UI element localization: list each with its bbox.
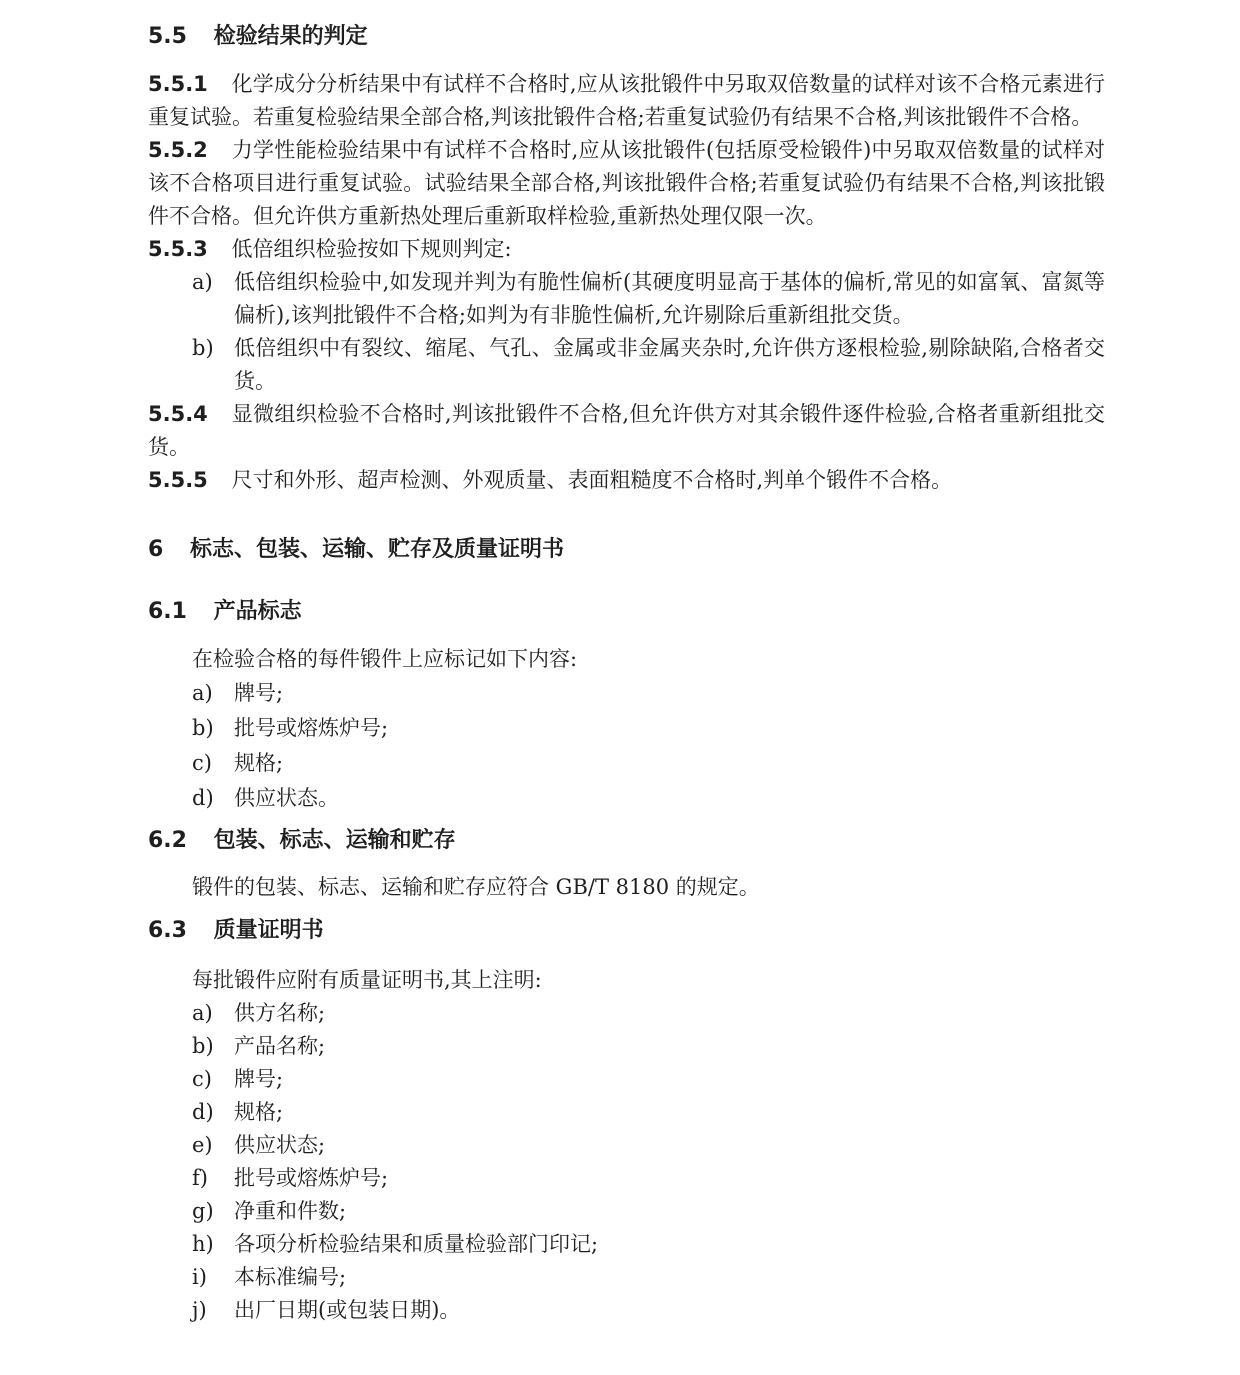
list-item-text: 本标准编号; — [234, 1265, 347, 1289]
list-item-d — [148, 1096, 1105, 1129]
section-6-3-list — [148, 997, 1105, 1327]
list-item-c — [148, 1063, 1105, 1096]
section-5-5-number: 5.5 — [148, 24, 187, 49]
list-item-text: 供应状态。 — [234, 786, 339, 810]
clause-5-5-4 — [148, 398, 1105, 464]
list-marker: f) — [192, 1166, 208, 1190]
list-item-i — [148, 1261, 1105, 1294]
list-item-text: 产品名称; — [234, 1034, 326, 1058]
list-item-text: 牌号; — [234, 681, 284, 705]
list-marker: e) — [192, 1133, 213, 1157]
list-marker: h) — [192, 1232, 214, 1256]
section-6-number: 6 — [148, 537, 164, 562]
section-6-heading — [148, 535, 1105, 565]
list-item-a — [148, 266, 1105, 332]
list-marker: b) — [192, 716, 214, 740]
list-item-text: 净重和件数; — [234, 1199, 347, 1223]
list-item-text: 规格; — [234, 751, 284, 775]
clause-5-5-3-text: 低倍组织检验按如下规则判定: — [231, 237, 512, 261]
clause-5-5-1 — [148, 68, 1105, 134]
clause-5-5-5-text: 尺寸和外形、超声检测、外观质量、表面粗糙度不合格时,判单个锻件不合格。 — [231, 468, 953, 492]
section-6-1-number: 6.1 — [148, 599, 187, 624]
list-item-text: 规格; — [234, 1100, 284, 1124]
list-marker: b) — [192, 1034, 214, 1058]
section-6-3-title: 质量证明书 — [213, 918, 324, 943]
section-5-5-heading — [148, 22, 1105, 52]
section-6-2-heading — [148, 826, 1105, 856]
list-item-text: 低倍组织中有裂纹、缩尾、气孔、金属或非金属夹杂时,允许供方逐根检验,剔除缺陷,合格者交货。 — [234, 336, 1105, 393]
clause-5-5-5 — [148, 464, 1105, 497]
section-6-1-title: 产品标志 — [213, 599, 302, 624]
paragraph-6-3-intro: 每批锻件应附有质量证明书,其上注明: — [192, 968, 542, 992]
list-item-b — [148, 332, 1105, 398]
list-item-b — [148, 711, 1105, 746]
list-marker: d) — [192, 786, 214, 810]
clause-5-5-2-text: 力学性能检验结果中有试样不合格时,应从该批锻件(包括原受检锻件)中另取双倍数量的试样对该不合格项目进行重复试验。试验结果全部合格,判该批锻件合格;若重复试验仍有结果不合格,判该批锻件不合格。但允许供方重新热处理后重新取样检验,重新热处理仅限一次。 — [148, 138, 1105, 228]
clause-5-5-3-number: 5.5.3 — [148, 237, 208, 261]
clause-5-5-3 — [148, 233, 1105, 266]
list-item-a — [148, 676, 1105, 711]
list-marker: c) — [192, 751, 212, 775]
section-6-2-title: 包装、标志、运输和贮存 — [213, 828, 456, 853]
list-item-text: 出厂日期(或包装日期)。 — [234, 1298, 461, 1322]
list-item-text: 批号或熔炼炉号; — [234, 716, 389, 740]
list-marker: j) — [192, 1298, 207, 1322]
list-marker: i) — [192, 1265, 207, 1289]
list-item-text: 供应状态; — [234, 1133, 326, 1157]
clause-5-5-3-list — [148, 266, 1105, 398]
list-marker: b) — [192, 336, 214, 360]
section-6-1-list — [148, 676, 1105, 816]
list-marker: c) — [192, 1067, 212, 1091]
list-marker: a) — [192, 681, 213, 705]
section-6-3-number: 6.3 — [148, 918, 187, 943]
list-marker: a) — [192, 270, 213, 294]
clause-5-5-4-number: 5.5.4 — [148, 402, 208, 426]
clause-5-5-4-text: 显微组织检验不合格时,判该批锻件不合格,但允许供方对其余锻件逐件检验,合格者重新组批交货。 — [148, 402, 1105, 459]
list-item-text: 低倍组织检验中,如发现并判为有脆性偏析(其硬度明显高于基体的偏析,常见的如富氧、富氮等偏析),该判批锻件不合格;如判为有非脆性偏析,允许剔除后重新组批交货。 — [234, 270, 1105, 327]
list-item-a — [148, 997, 1105, 1030]
list-item-j — [148, 1294, 1105, 1327]
list-item-text: 批号或熔炼炉号; — [234, 1166, 389, 1190]
list-marker: a) — [192, 1001, 213, 1025]
paragraph-6-2-body: 锻件的包装、标志、运输和贮存应符合 GB/T 8180 的规定。 — [192, 875, 760, 899]
clause-5-5-1-number: 5.5.1 — [148, 72, 208, 96]
list-marker: d) — [192, 1100, 214, 1124]
clause-5-5-2-number: 5.5.2 — [148, 138, 208, 162]
list-item-c — [148, 746, 1105, 781]
section-6-1-heading — [148, 597, 1105, 627]
list-item-g — [148, 1195, 1105, 1228]
section-5-5-title: 检验结果的判定 — [213, 24, 368, 49]
clause-5-5-1-text: 化学成分分析结果中有试样不合格时,应从该批锻件中另取双倍数量的试样对该不合格元素进行重复试验。若重复检验结果全部合格,判该批锻件合格;若重复试验仍有结果不合格,判该批锻件不合格。 — [148, 72, 1106, 129]
clause-5-5-5-number: 5.5.5 — [148, 468, 208, 492]
list-item-d — [148, 781, 1105, 816]
clause-5-5-2 — [148, 134, 1105, 233]
list-item-e — [148, 1129, 1105, 1162]
section-6-2-number: 6.2 — [148, 828, 187, 853]
section-6-title: 标志、包装、运输、贮存及质量证明书 — [189, 537, 564, 562]
paragraph-6-1-intro: 在检验合格的每件锻件上应标记如下内容: — [192, 647, 578, 671]
list-item-text: 供方名称; — [234, 1001, 326, 1025]
list-item-b — [148, 1030, 1105, 1063]
section-6-3-heading — [148, 916, 1105, 946]
list-item-text: 各项分析检验结果和质量检验部门印记; — [234, 1232, 599, 1256]
list-item-h — [148, 1228, 1105, 1261]
list-item-f — [148, 1162, 1105, 1195]
list-marker: g) — [192, 1199, 214, 1223]
list-item-text: 牌号; — [234, 1067, 284, 1091]
